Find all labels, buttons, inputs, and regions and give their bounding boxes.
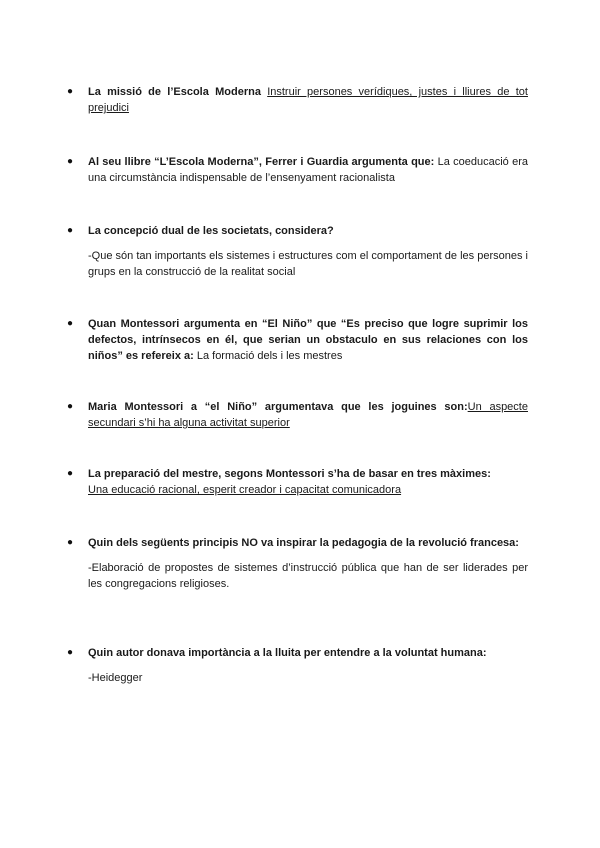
answer-text: -Elaboració de propostes de sistemes d’instrucció pública que han de ser liderades per les congregacions religioses. — [88, 562, 528, 590]
bullet-icon: ● — [67, 156, 74, 167]
question-item — [67, 466, 528, 498]
bullet-icon: ● — [67, 401, 74, 412]
question-text — [88, 154, 528, 186]
bullet-icon: ● — [67, 647, 74, 658]
question-label: Quin autor donava importància a la lluita per entendre a la voluntat humana: — [88, 647, 487, 659]
bullet-icon: ● — [67, 537, 74, 548]
question-label: Quan Montessori argumenta en “El Niño” que “Es preciso que logre suprimir los defectos, intrínsecos en él, que serian un obstaculo en sus relaciones con los niños” es refereix a: — [88, 318, 528, 362]
answer-text: -Heidegger — [88, 672, 143, 684]
answer-text: La coeducació era una circumstància indispensable de l’ensenyament racionalista — [88, 156, 528, 184]
question-text — [88, 316, 528, 364]
question-label: Al seu llibre “L’Escola Moderna”, Ferrer i Guardia argumenta que: — [88, 156, 435, 168]
question-item — [67, 154, 528, 186]
bullet-icon: ● — [67, 318, 74, 329]
question-item — [67, 645, 528, 686]
question-label: La missió de l’Escola Moderna — [88, 86, 261, 98]
answer-text: -Que són tan importants els sistemes i estructures com el comportament de les persones i grups en la construcció de la realitat social — [88, 250, 528, 278]
answer-text: La formació dels i les mestres — [196, 350, 343, 362]
question-label: La concepció dual de les societats, considera? — [88, 225, 334, 237]
question-text — [88, 399, 528, 431]
question-item — [67, 535, 528, 592]
bullet-icon: ● — [67, 468, 74, 479]
question-label: Quin dels següents principis NO va inspirar la pedagogia de la revolució francesa: — [88, 537, 519, 549]
answer-text: Un aspecte secundari s’hi ha alguna activitat superior — [88, 401, 528, 429]
question-item — [67, 316, 528, 364]
question-text — [88, 84, 528, 116]
question-item — [67, 84, 528, 116]
question-item — [67, 223, 528, 280]
answer-text: Una educació racional, esperit creador i capacitat comunicadora — [88, 484, 402, 496]
question-label: La preparació del mestre, segons Montessori s’ha de basar en tres màximes: — [88, 468, 491, 480]
question-item — [67, 399, 528, 431]
answer-text: Instruir persones verídiques, justes i lliures de tot prejudici — [88, 86, 528, 114]
question-label: Maria Montessori a “el Niño” argumentava que les joguines son: — [88, 401, 468, 413]
bullet-icon: ● — [67, 225, 74, 236]
bullet-icon: ● — [67, 86, 74, 97]
